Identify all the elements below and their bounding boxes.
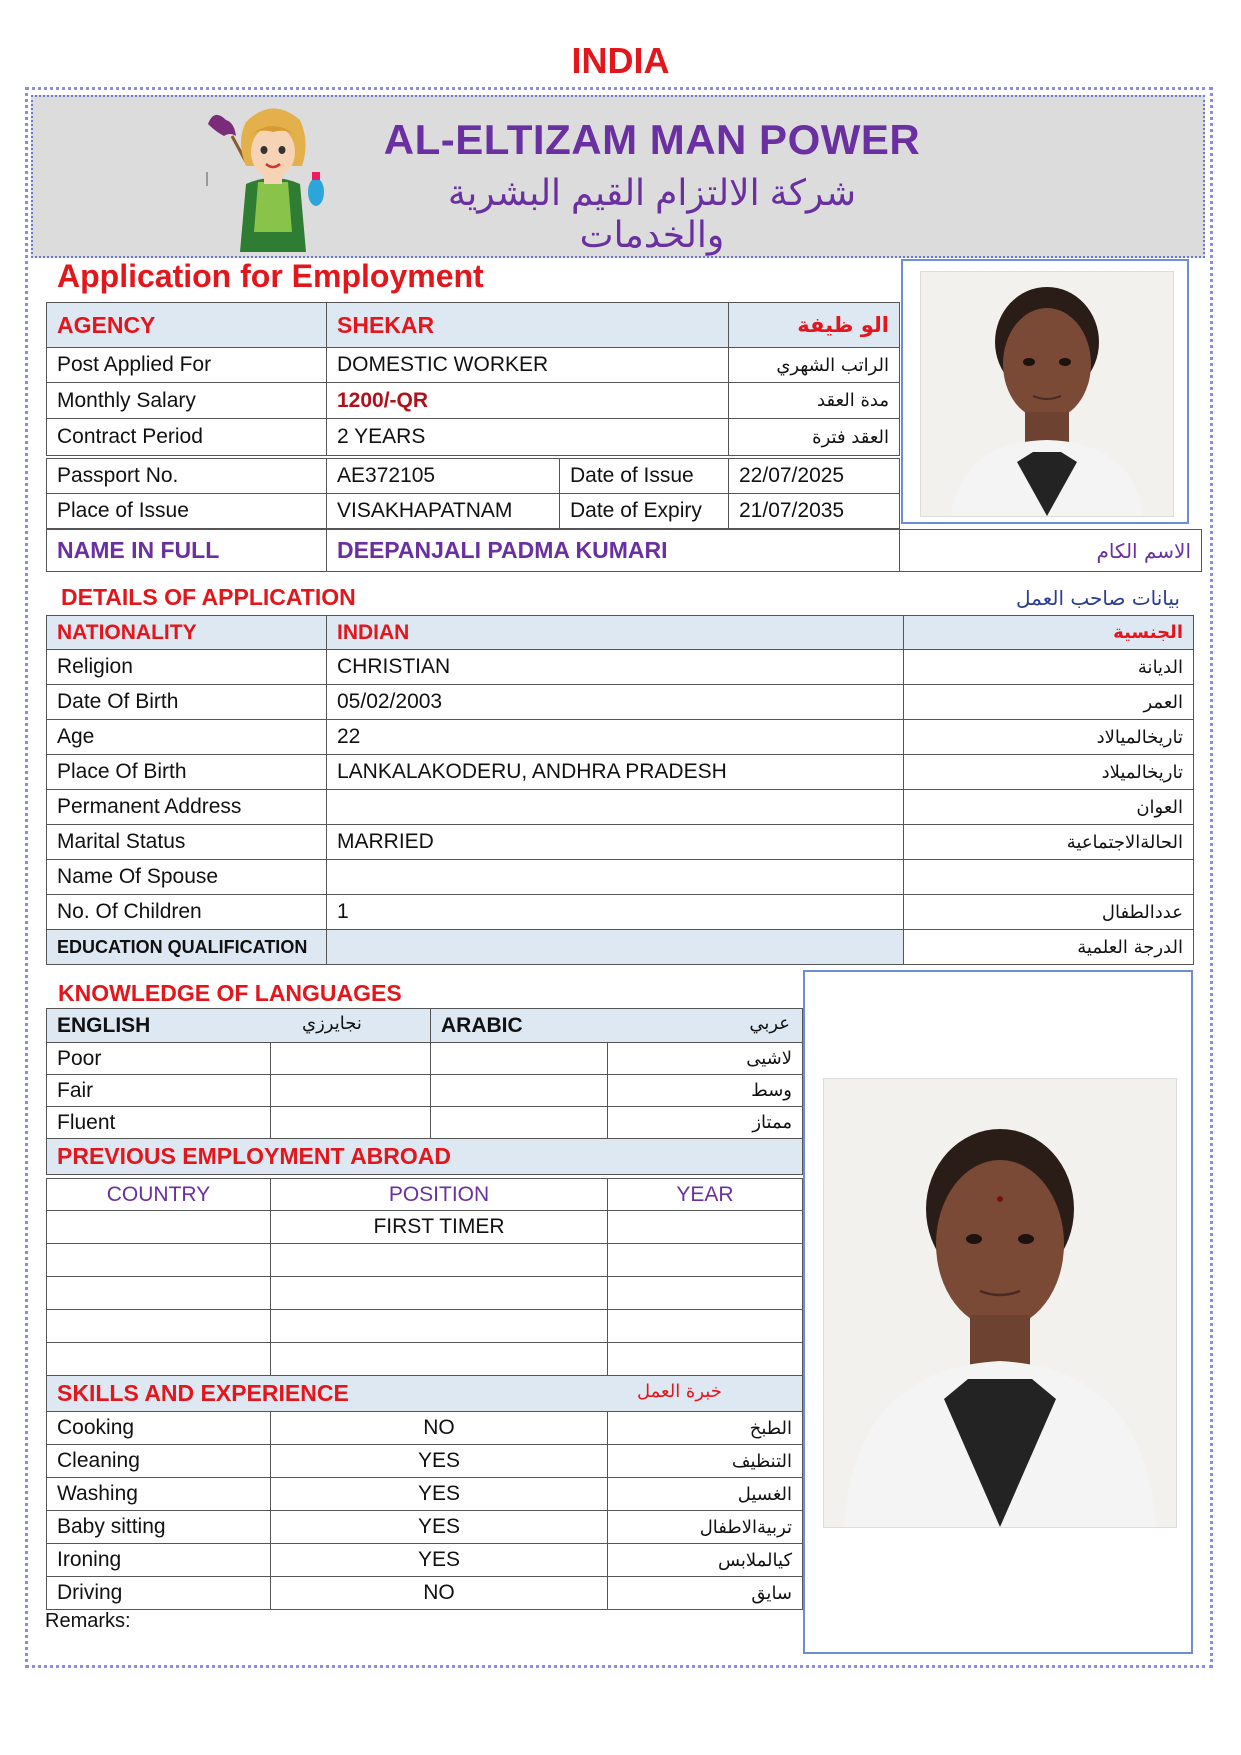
marital-ar: الحالةالاجتماعية — [904, 825, 1194, 860]
dob-value: 05/02/2003 — [327, 685, 904, 720]
contract-label: Contract Period — [47, 419, 327, 456]
skills-title-ar: خبرة العمل — [637, 1381, 722, 1402]
age-label: Age — [47, 720, 327, 755]
passport-no-value: AE372105 — [327, 459, 560, 494]
skill-driving-value: NO — [271, 1577, 608, 1610]
skills-header — [47, 1376, 803, 1412]
skill-cooking-ar: الطبخ — [608, 1412, 803, 1445]
lang-poor: Poor — [47, 1043, 271, 1075]
religion-value: CHRISTIAN — [327, 650, 904, 685]
details-table — [46, 615, 1194, 965]
post-ar: الراتب الشهري — [729, 348, 900, 383]
place-issue-value: VISAKHAPATNAM — [327, 494, 560, 529]
contract-value: 2 YEARS — [327, 419, 729, 456]
agency-label: AGENCY — [47, 303, 327, 348]
post-label: Post Applied For — [47, 348, 327, 383]
lang-fair-ar: وسط — [608, 1075, 803, 1107]
previous-employment-table — [46, 1178, 803, 1376]
photo-frame-bottom — [803, 970, 1193, 1654]
skills-title: SKILLS AND EXPERIENCE — [57, 1380, 349, 1406]
education-label: EDUCATION QUALIFICATION — [47, 930, 327, 965]
lang-fluent-ar: ممتاز — [608, 1107, 803, 1139]
lang-poor-ar: لاشيى — [608, 1043, 803, 1075]
previous-title: PREVIOUS EMPLOYMENT ABROAD — [47, 1139, 803, 1175]
person-portrait-icon — [921, 272, 1173, 516]
spouse-label: Name Of Spouse — [47, 860, 327, 895]
salary-value: 1200/-QR — [327, 383, 729, 419]
arabic-header — [431, 1009, 803, 1043]
skill-cleaning-value: YES — [271, 1445, 608, 1478]
applicent-photo-bottom — [823, 1078, 1177, 1528]
pob-value: LANKALAKODERU, ANDHRA PRADESH — [327, 755, 904, 790]
dob-ar: العمر — [904, 685, 1194, 720]
skill-washing-value: YES — [271, 1478, 608, 1511]
full-name-label: NAME IN FULL — [47, 530, 327, 572]
agency-ar: الو ظيفة — [729, 303, 900, 348]
skill-driving-ar: سايق — [608, 1577, 803, 1610]
first-position: FIRST TIMER — [271, 1211, 608, 1244]
details-title-ar: بيانات صاحب العمل — [1016, 586, 1180, 610]
skill-cooking-value: NO — [271, 1412, 608, 1445]
full-name-value: DEEPANJALI PADMA KUMARI — [327, 530, 900, 572]
children-value: 1 — [327, 895, 904, 930]
english-ar: نجايرزي — [302, 1013, 362, 1034]
passport-table — [46, 458, 900, 529]
address-label: Permanent Address — [47, 790, 327, 825]
passport-no-label: Passport No. — [47, 459, 327, 494]
religion-label: Religion — [47, 650, 327, 685]
photo-frame-top — [901, 259, 1189, 524]
salary-ar: مدة العقد — [729, 383, 900, 419]
name-table — [46, 529, 1202, 572]
pob-label: Place Of Birth — [47, 755, 327, 790]
religion-ar: الديانة — [904, 650, 1194, 685]
contract-ar: العقد فترة — [729, 419, 900, 456]
lang-fair: Fair — [47, 1075, 271, 1107]
skill-washing: Washing — [47, 1478, 271, 1511]
pob-ar: تاريخالميلاد — [904, 755, 1194, 790]
skill-ironing-ar: كيالملابس — [608, 1544, 803, 1577]
english-label: ENGLISH — [57, 1013, 151, 1037]
marital-value: MARRIED — [327, 825, 904, 860]
issue-date-value: 22/07/2025 — [729, 459, 900, 494]
skill-ironing-value: YES — [271, 1544, 608, 1577]
place-issue-label: Place of Issue — [47, 494, 327, 529]
remarks-label: Remarks: — [45, 1610, 131, 1632]
skill-cleaning: Cleaning — [47, 1445, 271, 1478]
person-portrait-full-icon — [824, 1079, 1176, 1527]
skill-driving: Driving — [47, 1577, 271, 1610]
maid-logo — [206, 102, 340, 254]
country-title: INDIA — [571, 40, 670, 81]
form-title: Application for Employment — [57, 258, 484, 294]
address-ar: العوان — [904, 790, 1194, 825]
salary-label: Monthly Salary — [47, 383, 327, 419]
company-name-en: AL-ELTIZAM MAN POWER — [383, 116, 921, 163]
full-name-ar: الاسم الكام — [900, 530, 1202, 572]
marital-label: Marital Status — [47, 825, 327, 860]
languages-title: KNOWLEDGE OF LANGUAGES — [58, 980, 402, 1006]
col-year: YEAR — [608, 1179, 803, 1211]
spouse-value — [327, 860, 904, 895]
arabic-label: ARABIC — [441, 1013, 523, 1037]
post-value: DOMESTIC WORKER — [327, 348, 729, 383]
expiry-date-label: Date of Expiry — [560, 494, 729, 529]
english-header — [47, 1009, 431, 1043]
age-value: 22 — [327, 720, 904, 755]
languages-table — [46, 1008, 803, 1175]
dob-label: Date Of Birth — [47, 685, 327, 720]
skill-babysitting: Baby sitting — [47, 1511, 271, 1544]
children-ar: عددالطفال — [904, 895, 1194, 930]
agency-value: SHEKAR — [327, 303, 729, 348]
details-title: DETAILS OF APPLICATION — [61, 584, 356, 610]
skill-cooking: Cooking — [47, 1412, 271, 1445]
spouse-ar — [904, 860, 1194, 895]
skill-washing-ar: الغسيل — [608, 1478, 803, 1511]
address-value — [327, 790, 904, 825]
arabic-ar: عربي — [749, 1013, 791, 1034]
nationality-value: INDIAN — [327, 616, 904, 650]
job-table — [46, 302, 900, 456]
age-ar: تاريخالميالاد — [904, 720, 1194, 755]
nationality-ar: الجنسية — [904, 616, 1194, 650]
company-name-ar: شركة الالتزام القيم البشرية والخدمات — [447, 172, 857, 255]
col-position: POSITION — [271, 1179, 608, 1211]
skill-ironing: Ironing — [47, 1544, 271, 1577]
skill-babysitting-ar: تربيةالاطفال — [608, 1511, 803, 1544]
issue-date-label: Date of Issue — [560, 459, 729, 494]
applicant-photo-top — [920, 271, 1174, 517]
expiry-date-value: 21/07/2035 — [729, 494, 900, 529]
education-value — [327, 930, 904, 965]
children-label: No. Of Children — [47, 895, 327, 930]
skills-table — [46, 1375, 803, 1610]
skill-babysitting-value: YES — [271, 1511, 608, 1544]
skill-cleaning-ar: التنظيف — [608, 1445, 803, 1478]
nationality-label: NATIONALITY — [47, 616, 327, 650]
lang-fluent: Fluent — [47, 1107, 271, 1139]
education-ar: الدرجة العلمية — [904, 930, 1194, 965]
col-country: COUNTRY — [47, 1179, 271, 1211]
